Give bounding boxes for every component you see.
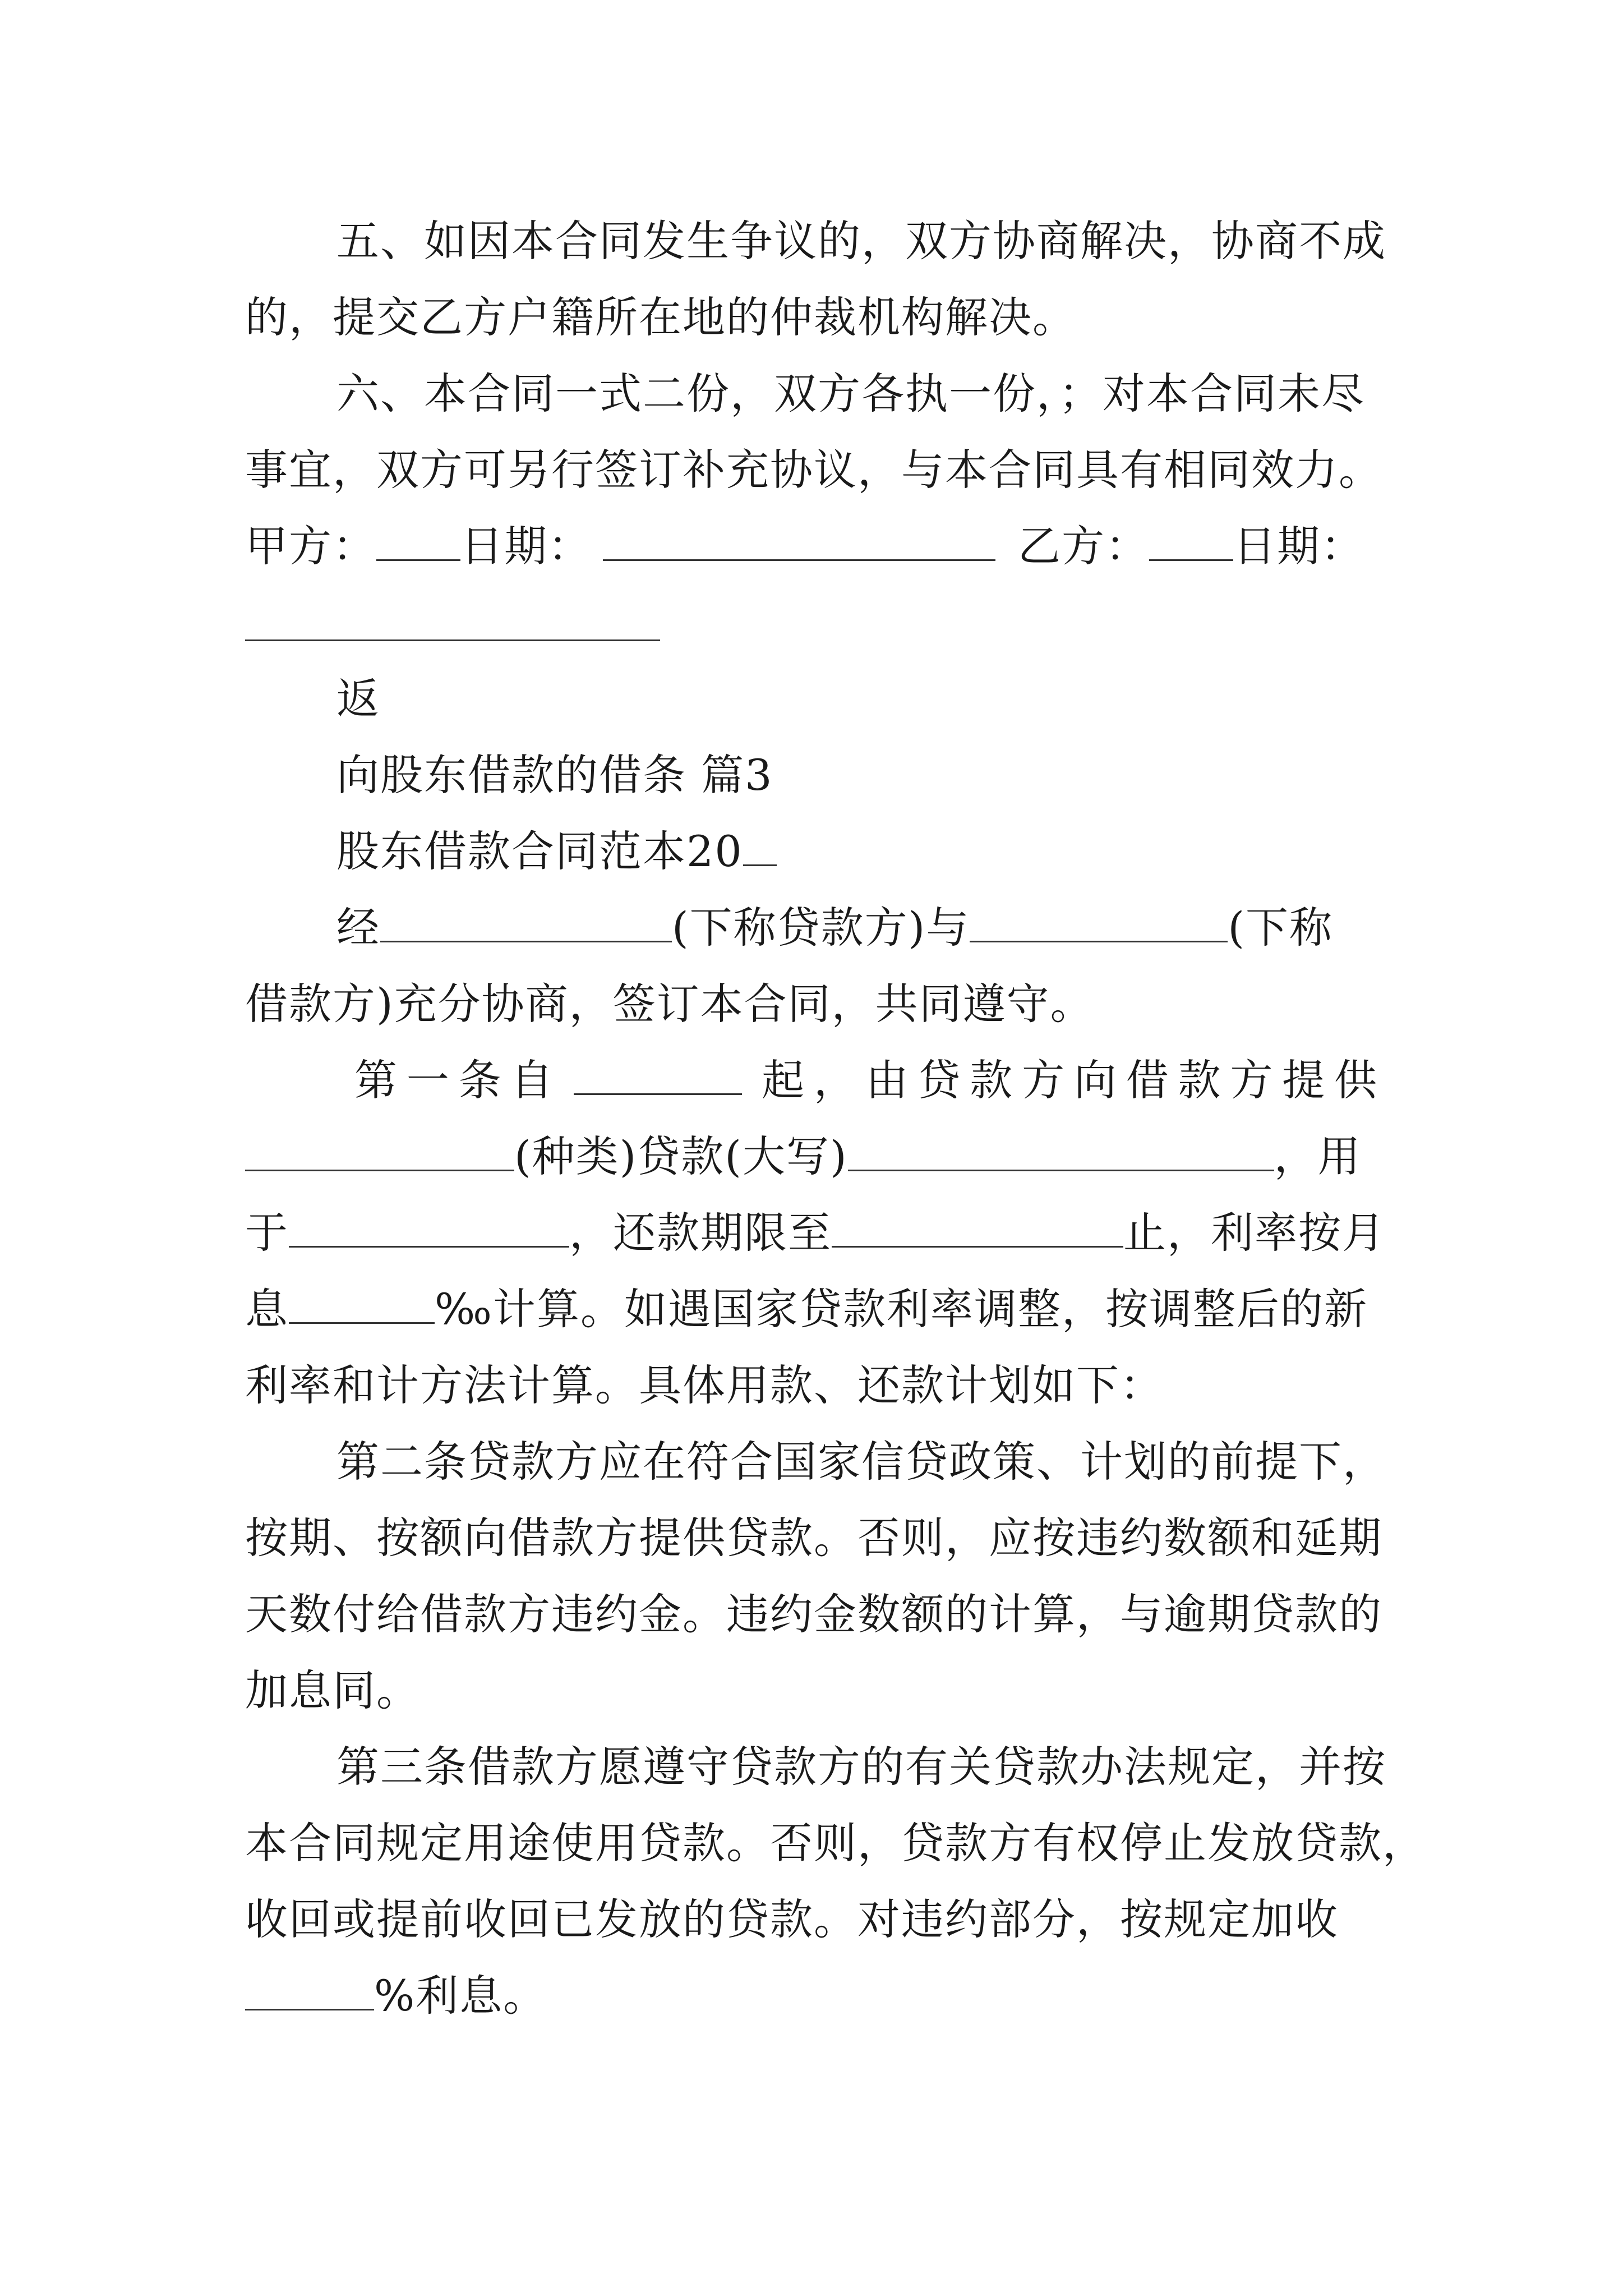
- year-blank: [743, 825, 777, 866]
- intro-text-c: (下称: [1228, 903, 1333, 953]
- clause-6-line-1: 六、本合同一式二份，双方各执一份，；对本合同未尽: [336, 369, 1365, 418]
- intro-text-a: 经: [336, 903, 380, 953]
- clause-5-line-1: 五、如因本合同发生争议的，双方协商解决，协商不成: [336, 216, 1386, 266]
- article-3-text-end: %利息。: [374, 1971, 547, 2021]
- intro-text-b: (下称贷款方)与: [672, 903, 970, 953]
- due-date-blank: [832, 1207, 1123, 1248]
- article-3-line-4: [245, 1968, 1378, 2024]
- signature-line: [245, 518, 1378, 574]
- intro-line-2: 借款方)充分协商，签订本合同，共同遵守。: [245, 979, 1094, 1029]
- start-date-blank: [574, 1054, 742, 1095]
- section-heading: 向股东借款的借条 篇3: [336, 750, 773, 800]
- interest-rate-blank: [289, 1283, 435, 1324]
- article-1-text-a: 第一条自: [354, 1055, 563, 1105]
- article-1-text-f: ，还款期限至: [569, 1208, 832, 1258]
- article-3-line-1: 第三条借款方愿遵守贷款方的有关贷款办法规定，并按: [336, 1742, 1386, 1792]
- article-3-line-3: 收回或提前收回已发放的贷款。对违约部分，按规定加收: [245, 1894, 1339, 1944]
- date-blank-a: [603, 520, 995, 561]
- article-2-line-2: 按期、按额向借款方提供贷款。否则，应按违约数额和延期: [245, 1513, 1382, 1563]
- contract-title-text: 股东借款合同范本20: [336, 826, 743, 876]
- party-b-label: 乙方：: [1018, 521, 1149, 571]
- article-2-line-4: 加息同。: [245, 1665, 420, 1715]
- date-label-b: 日期：: [1233, 521, 1364, 571]
- article-2-line-3: 天数付给借款方违约金。违约金数额的计算，与逾期贷款的: [245, 1589, 1382, 1639]
- amount-blank: [848, 1130, 1274, 1171]
- article-1-text-i: ‰计算。如遇国家贷款利率调整，按调整后的新: [435, 1284, 1368, 1334]
- contract-title: [336, 823, 1469, 880]
- intro-line-1: [336, 900, 1378, 956]
- article-1-line-3: [245, 1205, 1386, 1261]
- article-1-text-d: ，用: [1274, 1131, 1362, 1181]
- purpose-blank: [289, 1207, 569, 1248]
- article-3-line-2: 本合同规定用途使用贷款。否则，贷款方有权停止发放贷款，: [245, 1818, 1426, 1868]
- party-a-label: 甲方：: [245, 521, 376, 571]
- article-1-text-c: (种类)贷款(大写): [514, 1131, 848, 1181]
- clause-5-line-2: 的，提交乙方户籍所在地的仲裁机构解决。: [245, 292, 1076, 342]
- clause-6-line-2: 事宜，双方可另行签订补充协议，与本合同具有相同效力。: [245, 445, 1382, 495]
- lender-blank: [380, 901, 672, 942]
- borrower-blank: [970, 901, 1228, 942]
- date-blank-b: [245, 639, 660, 641]
- article-1-line-4: [245, 1281, 1378, 1337]
- article-1-text-g: 止，利率按月: [1123, 1208, 1386, 1258]
- article-1-text-h: 息: [245, 1284, 289, 1334]
- date-label-a: 日期：: [460, 521, 592, 571]
- return-text: 返: [336, 674, 380, 724]
- party-a-blank: [376, 520, 460, 561]
- article-1-line-1: [354, 1052, 1378, 1108]
- penalty-rate-blank: [245, 1970, 374, 2010]
- article-1-text-e: 于: [245, 1208, 289, 1258]
- loan-type-blank: [245, 1130, 514, 1171]
- article-1-line-2: [245, 1129, 1378, 1185]
- article-1-line-5: 利率和计方法计算。具体用款、还款计划如下：: [245, 1360, 1164, 1410]
- article-1-text-b: 起，由贷款方向借款方提供: [753, 1055, 1378, 1105]
- article-2-line-1: 第二条贷款方应在符合国家信贷政策、计划的前提下，: [336, 1437, 1386, 1487]
- party-b-blank: [1149, 520, 1233, 561]
